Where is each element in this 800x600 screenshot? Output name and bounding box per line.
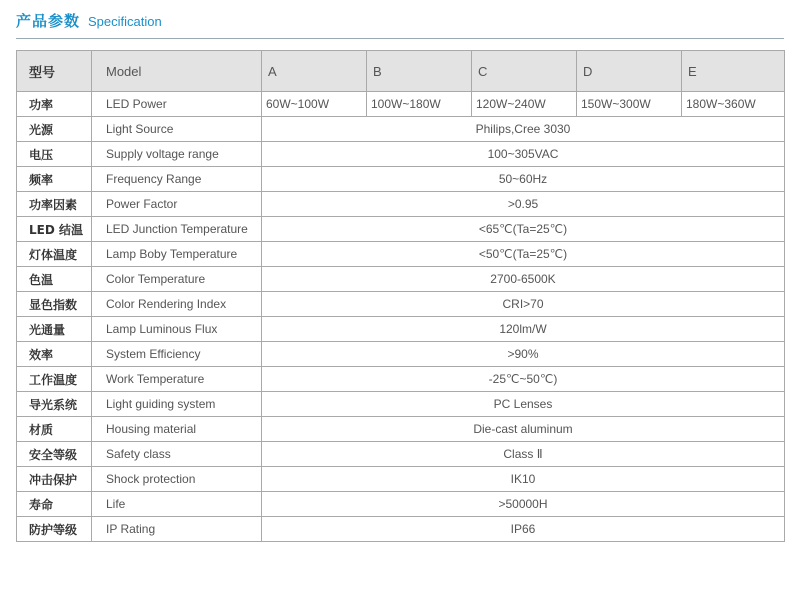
table-row — [17, 242, 785, 267]
power-value-c: 120W~240W — [472, 92, 577, 117]
table-row — [17, 342, 785, 367]
row-label-en: Lamp Luminous Flux — [92, 317, 262, 342]
row-value: <65℃(Ta=25℃) — [262, 217, 785, 242]
row-label-en: Lamp Boby Temperature — [92, 242, 262, 267]
row-label-cn: 导光系统 — [17, 392, 92, 417]
row-value: >90% — [262, 342, 785, 367]
row-label-en: Light guiding system — [92, 392, 262, 417]
row-label-cn: 效率 — [17, 342, 92, 367]
title-divider — [16, 38, 784, 39]
row-label-en: LED Power — [92, 92, 262, 117]
table-row — [17, 467, 785, 492]
row-label-cn: 光通量 — [17, 317, 92, 342]
row-label-en: Work Temperature — [92, 367, 262, 392]
row-value: IK10 — [262, 467, 785, 492]
header-model-c: C — [472, 51, 577, 92]
power-value-b: 100W~180W — [367, 92, 472, 117]
row-value: -25℃~50℃) — [262, 367, 785, 392]
row-label-en: Color Rendering Index — [92, 292, 262, 317]
table-row — [17, 392, 785, 417]
row-value: 50~60Hz — [262, 167, 785, 192]
row-value: CRI>70 — [262, 292, 785, 317]
power-value-e: 180W~360W — [682, 92, 785, 117]
table-row — [17, 192, 785, 217]
table-row — [17, 517, 785, 542]
title-chinese: 产品参数 — [16, 12, 81, 30]
row-value: 100~305VAC — [262, 142, 785, 167]
row-label-cn: 工作温度 — [17, 367, 92, 392]
table-row — [17, 267, 785, 292]
table-row — [17, 317, 785, 342]
row-label-en: Life — [92, 492, 262, 517]
table-row — [17, 292, 785, 317]
power-value-d: 150W~300W — [577, 92, 682, 117]
row-label-en: System Efficiency — [92, 342, 262, 367]
table-row-power — [17, 92, 785, 117]
header-model-en: Model — [92, 51, 262, 92]
row-label-en: LED Junction Temperature — [92, 217, 262, 242]
page-title — [16, 10, 162, 32]
header-model-cn: 型号 — [17, 51, 92, 92]
row-label-en: Supply voltage range — [92, 142, 262, 167]
row-label-en: Shock protection — [92, 467, 262, 492]
table-row — [17, 167, 785, 192]
row-label-en: Housing material — [92, 417, 262, 442]
specification-table — [16, 50, 785, 542]
header-model-e: E — [682, 51, 785, 92]
title-english: Specification — [88, 14, 162, 29]
row-label-en: Safety class — [92, 442, 262, 467]
row-label-cn: 材质 — [17, 417, 92, 442]
row-label-cn: 显色指数 — [17, 292, 92, 317]
row-label-en: Frequency Range — [92, 167, 262, 192]
row-value: >50000H — [262, 492, 785, 517]
table-row — [17, 367, 785, 392]
header-model-b: B — [367, 51, 472, 92]
row-label-cn: 电压 — [17, 142, 92, 167]
table-row — [17, 417, 785, 442]
table-row — [17, 117, 785, 142]
row-label-cn: 防护等级 — [17, 517, 92, 542]
table-row — [17, 142, 785, 167]
table-header-row — [17, 51, 785, 92]
row-label-en: IP Rating — [92, 517, 262, 542]
power-value-a: 60W~100W — [262, 92, 367, 117]
header-model-d: D — [577, 51, 682, 92]
row-label-cn: 光源 — [17, 117, 92, 142]
row-value: >0.95 — [262, 192, 785, 217]
header-model-a: A — [262, 51, 367, 92]
row-value: 120lm/W — [262, 317, 785, 342]
row-value: IP66 — [262, 517, 785, 542]
row-value: <50℃(Ta=25℃) — [262, 242, 785, 267]
table-row — [17, 217, 785, 242]
row-label-en: Color Temperature — [92, 267, 262, 292]
row-value: PC Lenses — [262, 392, 785, 417]
row-label-cn: 冲击保护 — [17, 467, 92, 492]
row-value: Die-cast aluminum — [262, 417, 785, 442]
row-label-cn: 色温 — [17, 267, 92, 292]
row-label-en: Light Source — [92, 117, 262, 142]
row-label-en: Power Factor — [92, 192, 262, 217]
row-label-cn: 频率 — [17, 167, 92, 192]
row-value: 2700-6500K — [262, 267, 785, 292]
row-value: Class Ⅱ — [262, 442, 785, 467]
row-label-cn: 功率 — [17, 92, 92, 117]
row-label-cn: 寿命 — [17, 492, 92, 517]
table-row — [17, 442, 785, 467]
row-value: Philips,Cree 3030 — [262, 117, 785, 142]
row-label-cn: 灯体温度 — [17, 242, 92, 267]
row-label-cn: 安全等级 — [17, 442, 92, 467]
row-label-cn: 功率因素 — [17, 192, 92, 217]
table-row — [17, 492, 785, 517]
row-label-cn: LED 结温 — [17, 217, 92, 242]
